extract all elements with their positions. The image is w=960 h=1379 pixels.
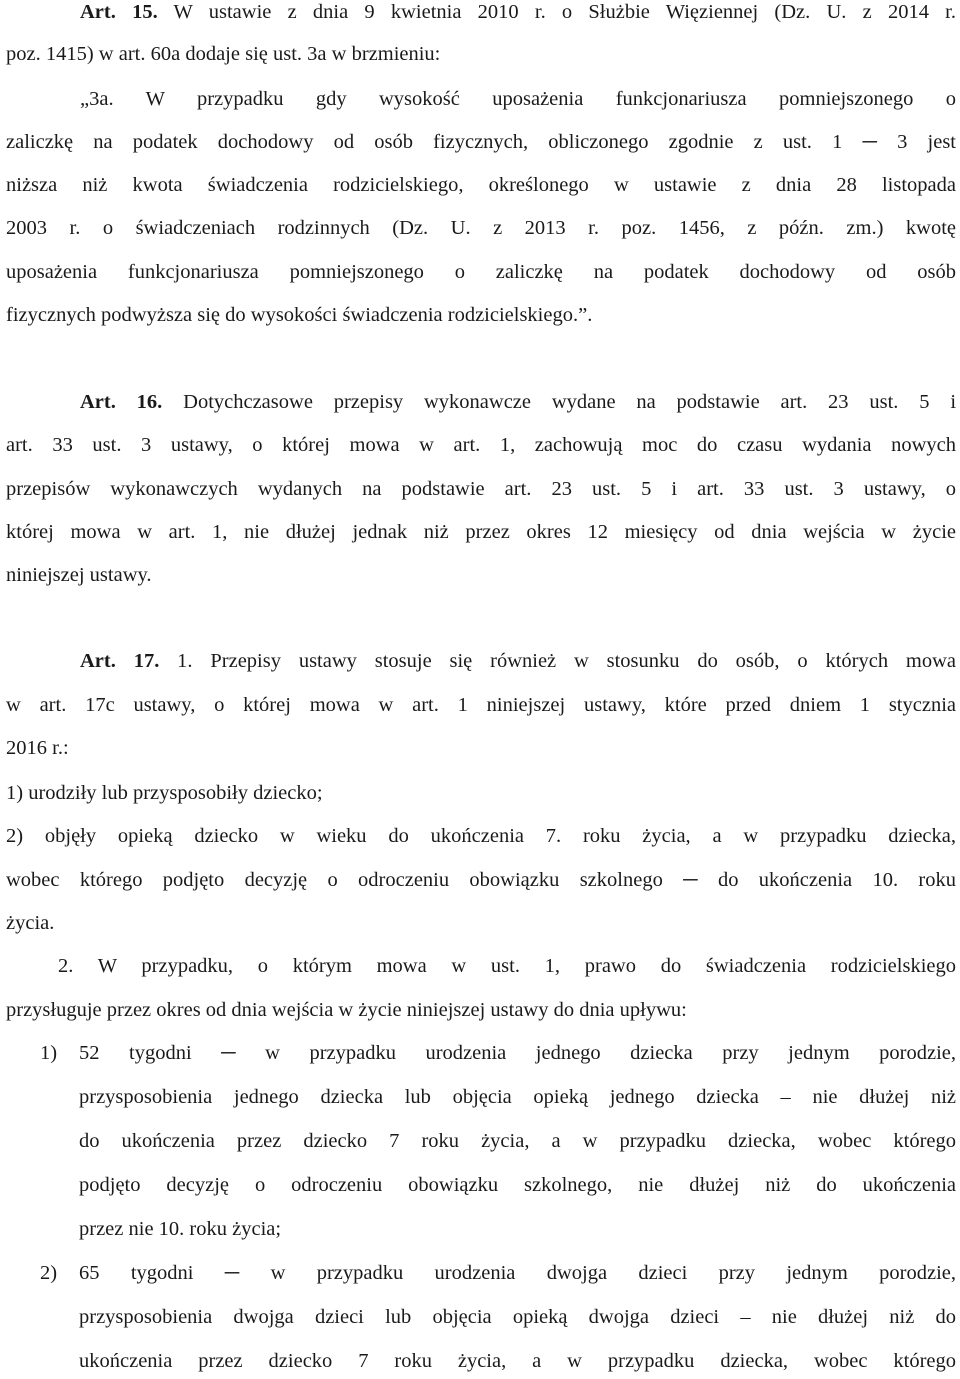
art17-text-line: wobec którego podjęto decyzję o odroczeniu obowiązku szkolnego ─ do ukończenia 10. roku <box>6 869 956 891</box>
list-item-line: przez nie 10. roku życia; <box>79 1218 282 1240</box>
list-item-line: 52 tygodni ─ w przypadku urodzenia jednego dziecka przy jednym porodzie, <box>79 1042 956 1064</box>
art17-text-line: życia. <box>6 912 55 934</box>
list-item-line: ukończenia przez dziecko 7 roku życia, a w przypadku dziecka, wobec którego <box>79 1350 956 1372</box>
art15-text-line: „3a. W przypadku gdy wysokość uposażenia funkcjonariusza pomniejszonego o <box>80 88 956 110</box>
list-item-line: podjęto decyzję o odroczeniu obowiązku szkolnego, nie dłużej niż do ukończenia <box>79 1174 956 1196</box>
art16-text-line: art. 33 ust. 3 ustawy, o której mowa w art. 1, zachowują moc do czasu wydania nowych <box>6 434 956 456</box>
art15-text-line: fizycznych podwyższa się do wysokości świadczenia rodzicielskiego.”. <box>6 304 593 326</box>
list-item-line: przysposobienia dwojga dzieci lub objęcia opieką dwojga dzieci – nie dłużej niż do <box>79 1306 956 1328</box>
art17-ust2-line: 2. W przypadku, o którym mowa w ust. 1, prawo do świadczenia rodzicielskiego <box>58 955 956 977</box>
art17-text-line: przysługuje przez okres od dnia wejścia w życie niniejszej ustawy do dnia upływu: <box>6 999 687 1021</box>
art16-label: Art. 16. <box>80 391 163 413</box>
art17-first-text: 1. Przepisy ustawy stosuje się również w stosunku do osób, o których mowa <box>177 650 957 672</box>
art16-text-line: przepisów wykonawczych wydanych na podstawie art. 23 ust. 5 i art. 33 ust. 3 ustawy, o <box>6 478 956 500</box>
list-item-number: 1) <box>40 1042 58 1064</box>
list-item-line: przysposobienia jednego dziecka lub objęcia opieką jednego dziecka – nie dłużej niż <box>79 1086 956 1108</box>
art17-point-2: 2) objęły opieką dziecko w wieku do ukończenia 7. roku życia, a w przypadku dziecka, <box>6 825 956 847</box>
art17-first-line <box>80 648 956 674</box>
art15-intro-2: poz. 1415) w art. 60a dodaje się ust. 3a w brzmieniu: <box>6 43 441 65</box>
art15-text-line: niższa niż kwota świadczenia rodzicielskiego, określonego w ustawie z dnia 28 listopada <box>6 174 956 196</box>
art15-text-line: 2003 r. o świadczeniach rodzinnych (Dz. U. z 2013 r. poz. 1456, z późn. zm.) kwotę <box>6 217 956 239</box>
list-item-number: 2) <box>40 1262 58 1284</box>
art15-label: Art. 15. <box>80 1 158 23</box>
art17-label: Art. 17. <box>80 650 160 672</box>
art16-first-line <box>80 389 956 415</box>
art17-text-line: 2016 r.: <box>6 737 69 759</box>
art15-intro-1: W ustawie z dnia 9 kwietnia 2010 r. o Służbie Więziennej (Dz. U. z 2014 r. <box>173 1 956 23</box>
art16-first-text: Dotychczasowe przepisy wykonawcze wydane na podstawie art. 23 ust. 5 i <box>183 391 957 413</box>
art15-first-line <box>80 0 956 25</box>
art17-point-1: 1) urodziły lub przysposobiły dziecko; <box>6 782 323 804</box>
art17-text-line: w art. 17c ustawy, o której mowa w art. 1 niniejszej ustawy, które przed dniem 1 stycznia <box>6 694 956 716</box>
art16-text-line: niniejszej ustawy. <box>6 564 152 586</box>
art15-text-line: uposażenia funkcjonariusza pomniejszonego o zaliczkę na podatek dochodowy od osób <box>6 261 956 283</box>
list-item-line: 65 tygodni ─ w przypadku urodzenia dwojga dzieci przy jednym porodzie, <box>79 1262 956 1284</box>
art15-text-line: zaliczkę na podatek dochodowy od osób fizycznych, obliczonego zgodnie z ust. 1 ─ 3 jest <box>6 131 956 153</box>
list-item-line: do ukończenia przez dziecko 7 roku życia, a w przypadku dziecka, wobec którego <box>79 1130 956 1152</box>
art16-text-line: której mowa w art. 1, nie dłużej jednak niż przez okres 12 miesięcy od dnia wejścia w życie <box>6 521 956 543</box>
